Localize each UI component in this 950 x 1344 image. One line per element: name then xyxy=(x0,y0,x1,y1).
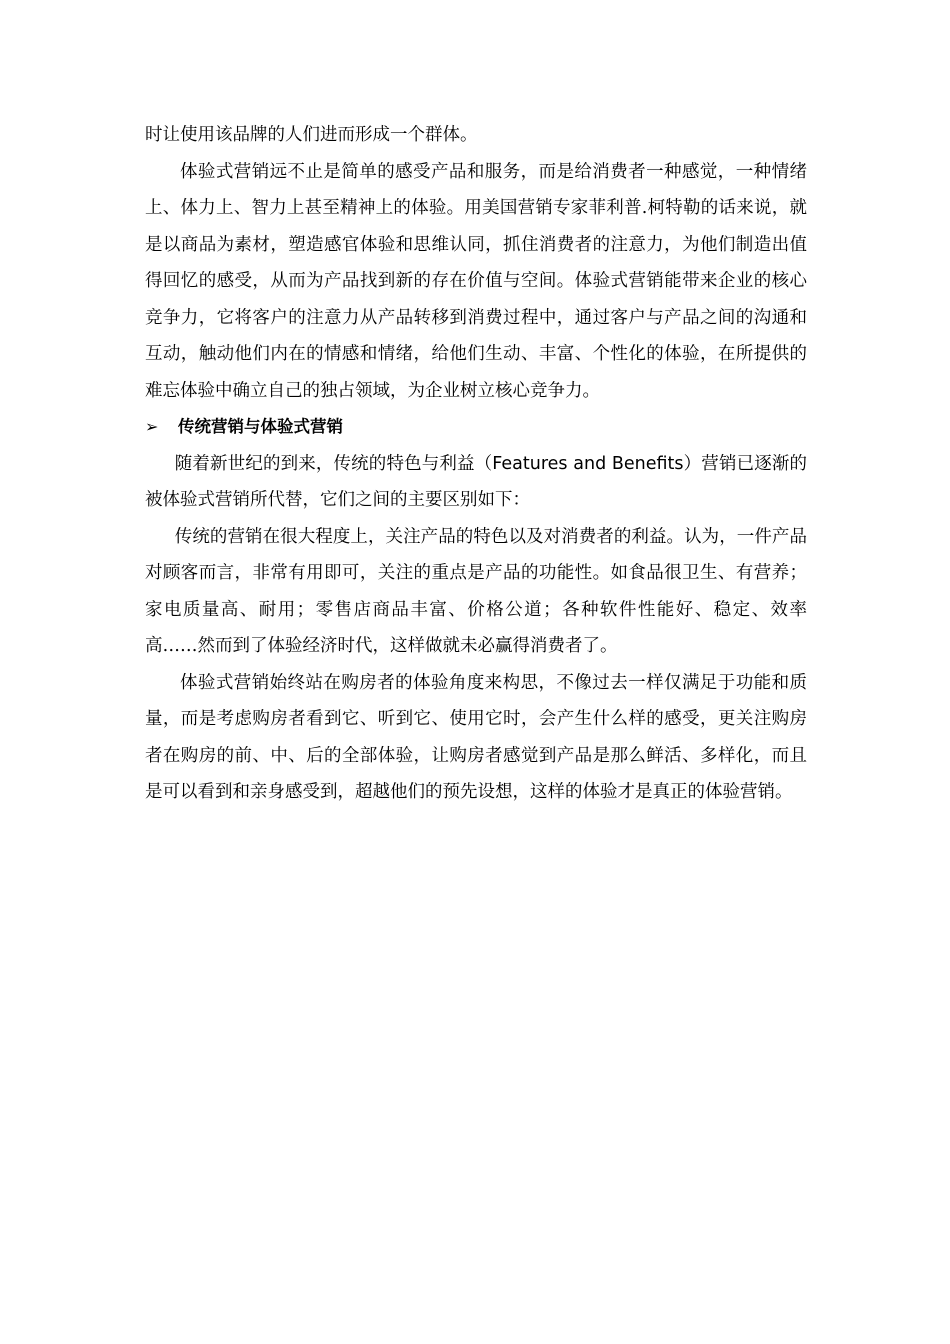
paragraph-5: 体验式营销始终站在购房者的体验角度来构思，不像过去一样仅满足于功能和质量，而是考虑购房者看到它、听到它、使用它时，会产生什么样的感受，更关注购房者在购房的前、中、后的全部体验，让购房者感觉到产品是那么鲜活、多样化，而且是可以看到和亲身感受到，超越他们的预先设想，这样的体验才是真正的体验营销。 xyxy=(145,672,807,802)
section-heading xyxy=(145,409,807,446)
paragraph-3-part-a: 随着新世纪的到来，传统的特色与利益（ xyxy=(174,453,493,474)
paragraph-2: 体验式营销远不止是简单的感受产品和服务，而是给消费者一种感觉，一种情绪上、体力上、智力上甚至精神上的体验。用美国营销专家菲利普.柯特勒的话来说，就是以商品为素材，塑造感官体验和思维认同，抓住消费者的注意力，为他们制造出值得回忆的感受，从而为产品找到新的存在价值与空间。体验式营销能带来企业的核心竞争力，它将客户的注意力从产品转移到消费过程中，通过客户与产品之间的沟通和互动，触动他们内在的情感和情绪，给他们生动、丰富、个性化的体验，在所提供的难忘体验中确立自己的独占领域，为企业树立核心竞争力。 xyxy=(145,161,807,401)
paragraph-3-latin-term: Features and Benefits xyxy=(492,453,684,474)
document-body xyxy=(145,117,807,811)
arrow-bullet-icon: ➢ xyxy=(145,417,159,436)
paragraph-3 xyxy=(145,446,807,519)
paragraph-4: 传统的营销在很大程度上，关注产品的特色以及对消费者的利益。认为，一件产品对顾客而言，非常有用即可，关注的重点是产品的功能性。如食品很卫生、有营养；家电质量高、耐用；零售店商品丰富、价格公道；各种软件性能好、稳定、效率高……然而到了体验经济时代，这样做就未必赢得消费者了。 xyxy=(145,526,807,656)
section-heading-text: 传统营销与体验式营销 xyxy=(178,417,343,436)
paragraph-3-part-b: ）营销已逐渐的被体验式营销所代替，它们之间的主要区别如下： xyxy=(145,453,808,510)
paragraph-1: 时让使用该品牌的人们进而形成一个群体。 xyxy=(145,125,478,145)
